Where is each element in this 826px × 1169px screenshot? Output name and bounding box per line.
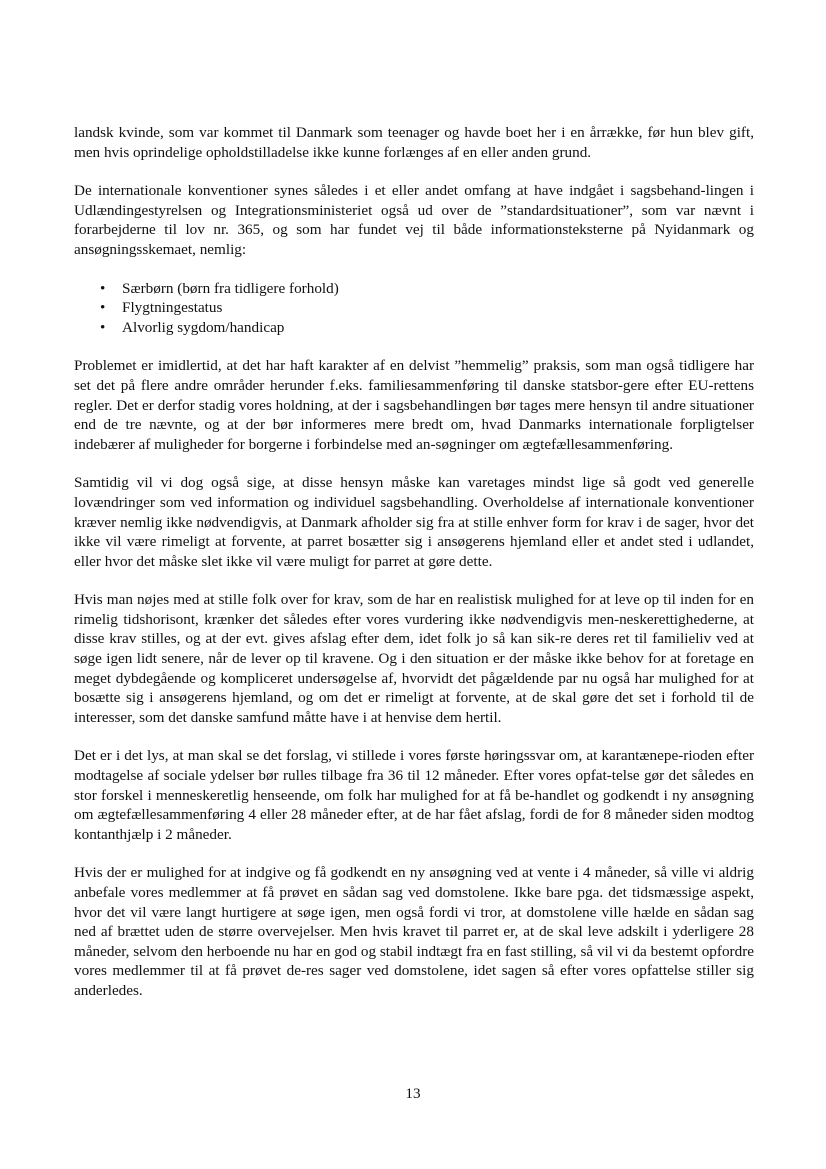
list-item xyxy=(100,298,754,318)
bullet-list xyxy=(74,279,754,338)
bullet-icon: • xyxy=(100,279,106,297)
paragraph-2: De internationale konventioner synes således i et eller andet omfang at have indgået i sagsbehand-lingen i Udlændingestyrelsen og Integrationsministeriet også ud over de ”standardsituationer”, som var nævnt i forarbejderne til lov nr. 365, og som har fundet vej til både informationsteksterne på Nyidanmark og ansøgningsskemaet, nemlig: xyxy=(74,182,754,258)
paragraph-6: Det er i det lys, at man skal se det forslag, vi stillede i vores første høringssvar om, at karantænepe-rioden efter modtagelse af sociale ydelser bør rulles tilbage fra 36 til 12 måneder. Efter vores opfat-telse gør det således en stor forskel i menneskeretlig henseende, om folk har mulighed for at få be-handlet og godkendt i ny ansøgning om ægtefællesammenføring 4 eller 28 måneder efter, at de har fået afslag, fordi de for 8 måneder siden modtog kontanthjælp i 2 måneder. xyxy=(74,747,754,843)
document-page-body xyxy=(74,123,754,1020)
list-item-text: Alvorlig sygdom/handicap xyxy=(122,318,285,336)
paragraph-1: landsk kvinde, som var kommet til Danmark som teenager og havde boet her i en årrække, før hun blev gift, men hvis oprindelige opholdstilladelse ikke kunne forlænges af en eller anden grund. xyxy=(74,124,754,161)
list-item xyxy=(100,279,754,299)
paragraph-4: Samtidig vil vi dog også sige, at disse hensyn måske kan varetages mindst lige så godt ved generelle lovændringer som ved information og individuel sagsbehandling. Overholdelse af internationale konventioner kræver nemlig ikke nødvendigvis, at Danmark afholder sig fra at stille enhver form for krav i de sager, hvor det ikke vil være rimeligt at forvente, at parret bosætter sig i ansøgerens hjemland eller et andet sted i udlandet, eller hvor det måske slet ikke vil være muligt for parret at gøre dette. xyxy=(74,474,754,570)
list-item-text: Flygtningestatus xyxy=(122,299,223,317)
paragraph-3: Problemet er imidlertid, at det har haft karakter af en delvist ”hemmelig” praksis, som man også tidligere har set det på flere andre områder herunder f.eks. familiesammenføring til danske statsbor-gere efter EU-rettens regler. Det er derfor stadig vores holdning, at der i sagsbehandlingen bør tages mere hensyn til andre situationer end de tre nævnte, og at der bør informeres mere bredt om, hvad Danmarks internationale forpligtelser indebærer af muligheder for borgerne i forbindelse med an-søgninger om ægtefællesammenføring. xyxy=(74,357,754,453)
page-number: 13 xyxy=(405,1085,421,1102)
paragraph-5: Hvis man nøjes med at stille folk over for krav, som de har en realistisk mulighed for at leve op til inden for en rimelig tidshorisont, krænker det således efter vores vurdering ikke nødvendigvis men-neskerettighederne, at disse krav stilles, og at der evt. gives afslag efter dem, idet folk jo så kan sik-re deres ret til familieliv ved at søge igen lidt senere, når de lever op til kravene. Og i den situation er der måske ikke behov for at foretage en meget dybdegående og kompliceret undersøgelse af, hvorvidt det pågældende par nu også har mulighed for at bosætte sig i ansøgerens hjemland, og om det er rimeligt at forvente, at de skal gøre det set i forhold til de interesser, som det danske samfund måtte have i at henvise dem hertil. xyxy=(74,591,754,726)
bullet-icon: • xyxy=(100,318,106,336)
list-item xyxy=(100,318,754,338)
bullet-icon: • xyxy=(100,299,106,317)
paragraph-7: Hvis der er mulighed for at indgive og få godkendt en ny ansøgning ved at vente i 4 måneder, så ville vi aldrig anbefale vores medlemmer at få prøvet en sådan sag ved domstolene. Ikke bare pga. det tidsmæssige aspekt, hvor det vil være langt hurtigere at søge igen, men også fordi vi tror, at domstolene ville hælde en sådan sag ned af brættet uden de større overvejelser. Men hvis kravet til parret er, at de skal leve adskilt i yderligere 28 måneder, selvom den herboende nu har en god og stabil indtægt fra en fast stilling, så vil vi da bestemt opfordre vores medlemmer til at få prøvet de-res sager ved domstolene, idet sagen så efter vores opfattelse stiller sig anderledes. xyxy=(74,864,754,999)
list-item-text: Særbørn (børn fra tidligere forhold) xyxy=(122,279,339,297)
